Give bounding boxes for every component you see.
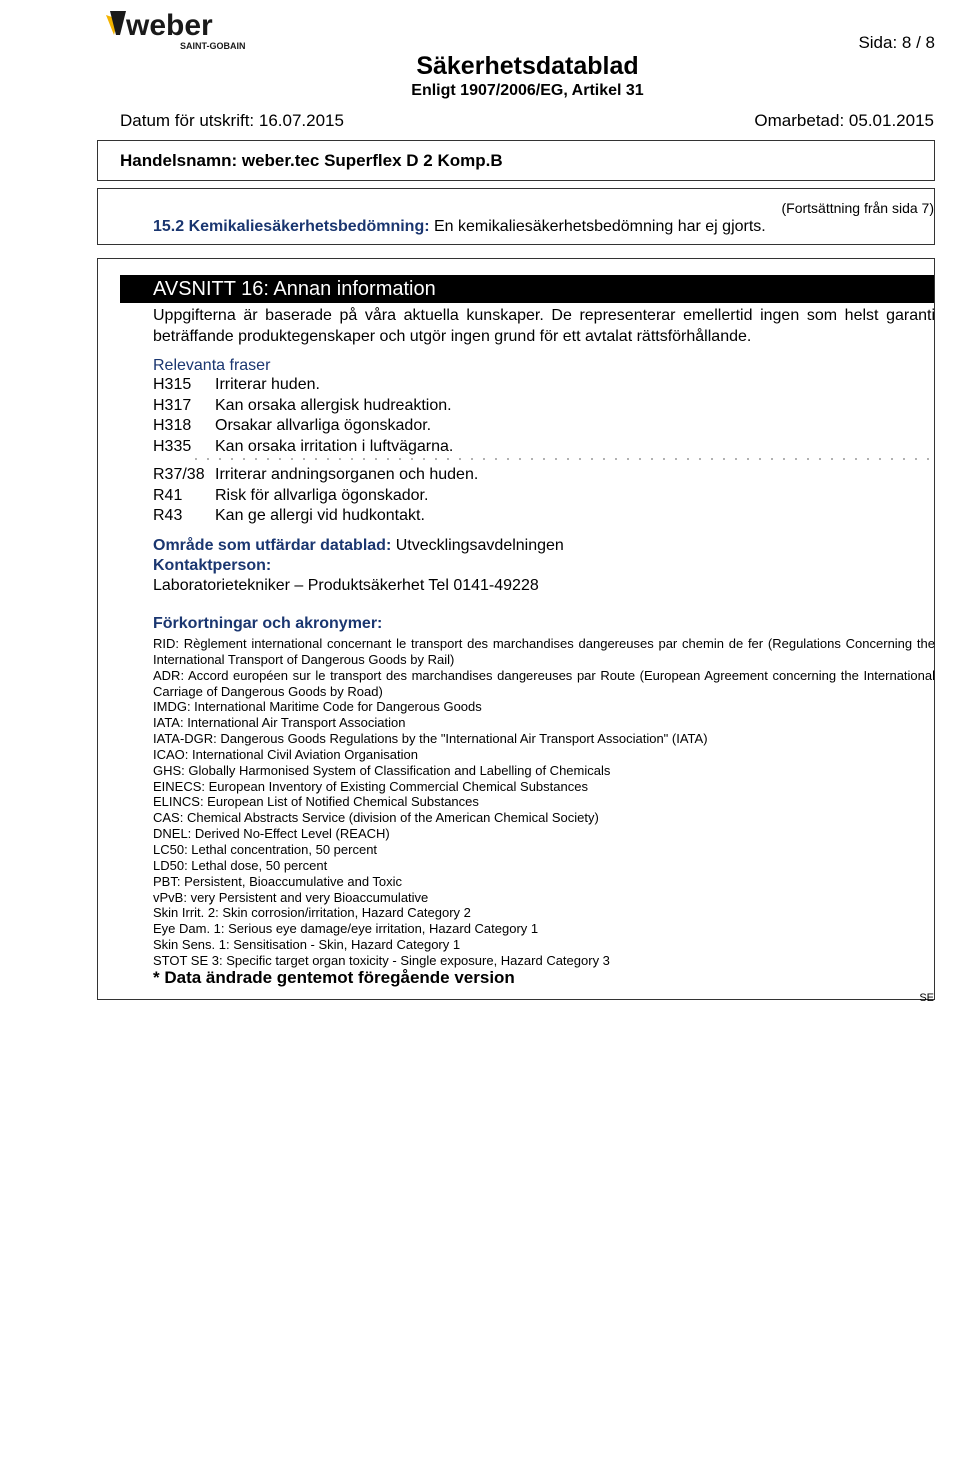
phrase-text: Irriterar huden. — [215, 376, 320, 393]
abbreviation-item: CAS: Chemical Abstracts Service (division of the American Chemical Society) — [153, 810, 599, 826]
phrase-code: H317 — [153, 396, 192, 414]
section-15-2 — [153, 218, 766, 236]
contact-line — [153, 557, 271, 575]
abbreviation-item: EINECS: European Inventory of Existing Commercial Chemical Substances — [153, 778, 588, 794]
abbreviations-heading — [153, 615, 382, 633]
abbreviation-item: ELINCS: European List of Notified Chemical Substances — [153, 794, 479, 810]
section-16-heading: AVSNITT 16: Annan information — [120, 275, 934, 303]
phrase-code: R43 — [153, 507, 183, 524]
abbreviation-item: RID: Règlement international concernant le transport des marchandises dangereuses par chemin de fer (Regulations Concerning the International Transport of Dangerous Goods by Rail) — [153, 636, 935, 667]
abbreviation-item: Skin Irrit. 2: Skin corrosion/irritation, Hazard Category 2 — [153, 905, 471, 921]
phrase-row — [153, 438, 453, 456]
abbreviation-item: Eye Dam. 1: Serious eye damage/eye irritation, Hazard Category 1 — [153, 921, 539, 937]
phrase-text: Kan orsaka allergisk hudreaktion. — [215, 396, 452, 414]
contact-label: Kontaktperson: — [153, 557, 272, 574]
phrase-code: R37/38 — [153, 466, 205, 483]
abbreviation-item: IATA-DGR: Dangerous Goods Regulations by the "International Air Transport Association" (IATA) — [153, 731, 708, 747]
issuer-label: Område som utfärdar datablad: — [153, 537, 392, 554]
abbreviation-item: PBT: Persistent, Bioaccumulative and Toxic — [153, 873, 403, 889]
continuation-note: (Fortsättning från sida 7) — [781, 200, 934, 216]
dotted-separator — [190, 458, 935, 460]
issuer-value: Utvecklingsavdelningen — [391, 537, 564, 554]
document-title: Säkerhetsdatablad — [416, 52, 639, 80]
footnote: * Data ändrade gentemot föregående version — [153, 968, 515, 987]
phrase-text: Kan ge allergi vid hudkontakt. — [215, 507, 425, 524]
phrase-text: Irriterar andningsorganen och huden. — [215, 466, 479, 483]
phrase-code: H318 — [153, 417, 192, 434]
phrase-code: R41 — [153, 486, 183, 504]
abbreviation-item: LD50: Lethal dose, 50 percent — [153, 857, 328, 873]
phrase-row — [153, 507, 425, 525]
abbreviation-item: IATA: International Air Transport Association — [153, 715, 406, 731]
contact-value: Laboratorietekniker – Produktsäkerhet Tel 0141-49228 — [153, 577, 539, 594]
abbreviation-item: STOT SE 3: Specific target organ toxicity - Single exposure, Hazard Category 3 — [153, 952, 610, 968]
phrase-text: Risk för allvarliga ögonskador. — [215, 486, 429, 504]
phrase-row — [153, 376, 320, 394]
abbreviation-item: vPvB: very Persistent and very Bioaccumulative — [153, 889, 429, 905]
phrase-row — [153, 417, 431, 435]
section-15-2-label: 15.2 Kemikaliesäkerhetsbedömning: — [153, 218, 430, 235]
logo-brand-text: weber — [126, 9, 213, 42]
revised-date: Omarbetad: 05.01.2015 — [754, 111, 934, 130]
phrase-text: Orsakar allvarliga ögonskador. — [215, 417, 432, 434]
intro-text: Uppgifterna är baserade på våra aktuella kunskaper. De representerar emellertid ingen som helst garanti beträffande produktegenskaper och utgör ingen grund för ett avtalat rättsförhållande. — [153, 307, 935, 345]
logo-sub-text: SAINT-GOBAIN — [180, 41, 246, 51]
abbreviation-item: GHS: Globally Harmonised System of Classification and Labelling of Chemicals — [153, 762, 611, 778]
section-15-2-text: En kemikaliesäkerhetsbedömning har ej gjorts. — [429, 218, 766, 235]
phrase-row — [153, 397, 452, 415]
abbreviation-item: IMDG: International Maritime Code for Dangerous Goods — [153, 699, 482, 715]
abbreviation-item: ADR: Accord européen sur le transport des marchandises dangereuses par Route (European Agreement concerning the International Carriage of Dangerous Goods by Road) — [153, 667, 935, 699]
phrase-row — [153, 466, 478, 484]
abbreviations-heading-text: Förkortningar och akronymer: — [153, 615, 383, 632]
phrase-code: H335 — [153, 437, 192, 455]
abbreviation-item: ICAO: International Civil Aviation Organisation — [153, 746, 418, 762]
issuer-line — [153, 537, 564, 555]
phrases-heading: Relevanta fraser — [153, 357, 271, 374]
print-date: Datum för utskrift: 16.07.2015 — [120, 111, 344, 130]
language-code: SE — [919, 992, 934, 1004]
phrase-text: Kan orsaka irritation i luftvägarna. — [215, 437, 454, 455]
abbreviation-item: DNEL: Derived No-Effect Level (REACH) — [153, 826, 390, 842]
section-15-box — [97, 188, 935, 245]
abbreviation-item: LC50: Lethal concentration, 50 percent — [153, 841, 378, 857]
weber-logo — [100, 5, 250, 55]
document-subtitle: Enligt 1907/2006/EG, Artikel 31 — [411, 82, 644, 99]
product-name: Handelsnamn: weber.tec Superflex D 2 Komp.B — [120, 151, 503, 170]
phrase-code: H315 — [153, 376, 192, 393]
abbreviation-item: Skin Sens. 1: Sensitisation - Skin, Hazard Category 1 — [153, 937, 461, 953]
abbreviations-list — [153, 636, 935, 969]
phrase-row — [153, 487, 428, 505]
page-number: Sida: 8 / 8 — [858, 33, 935, 52]
